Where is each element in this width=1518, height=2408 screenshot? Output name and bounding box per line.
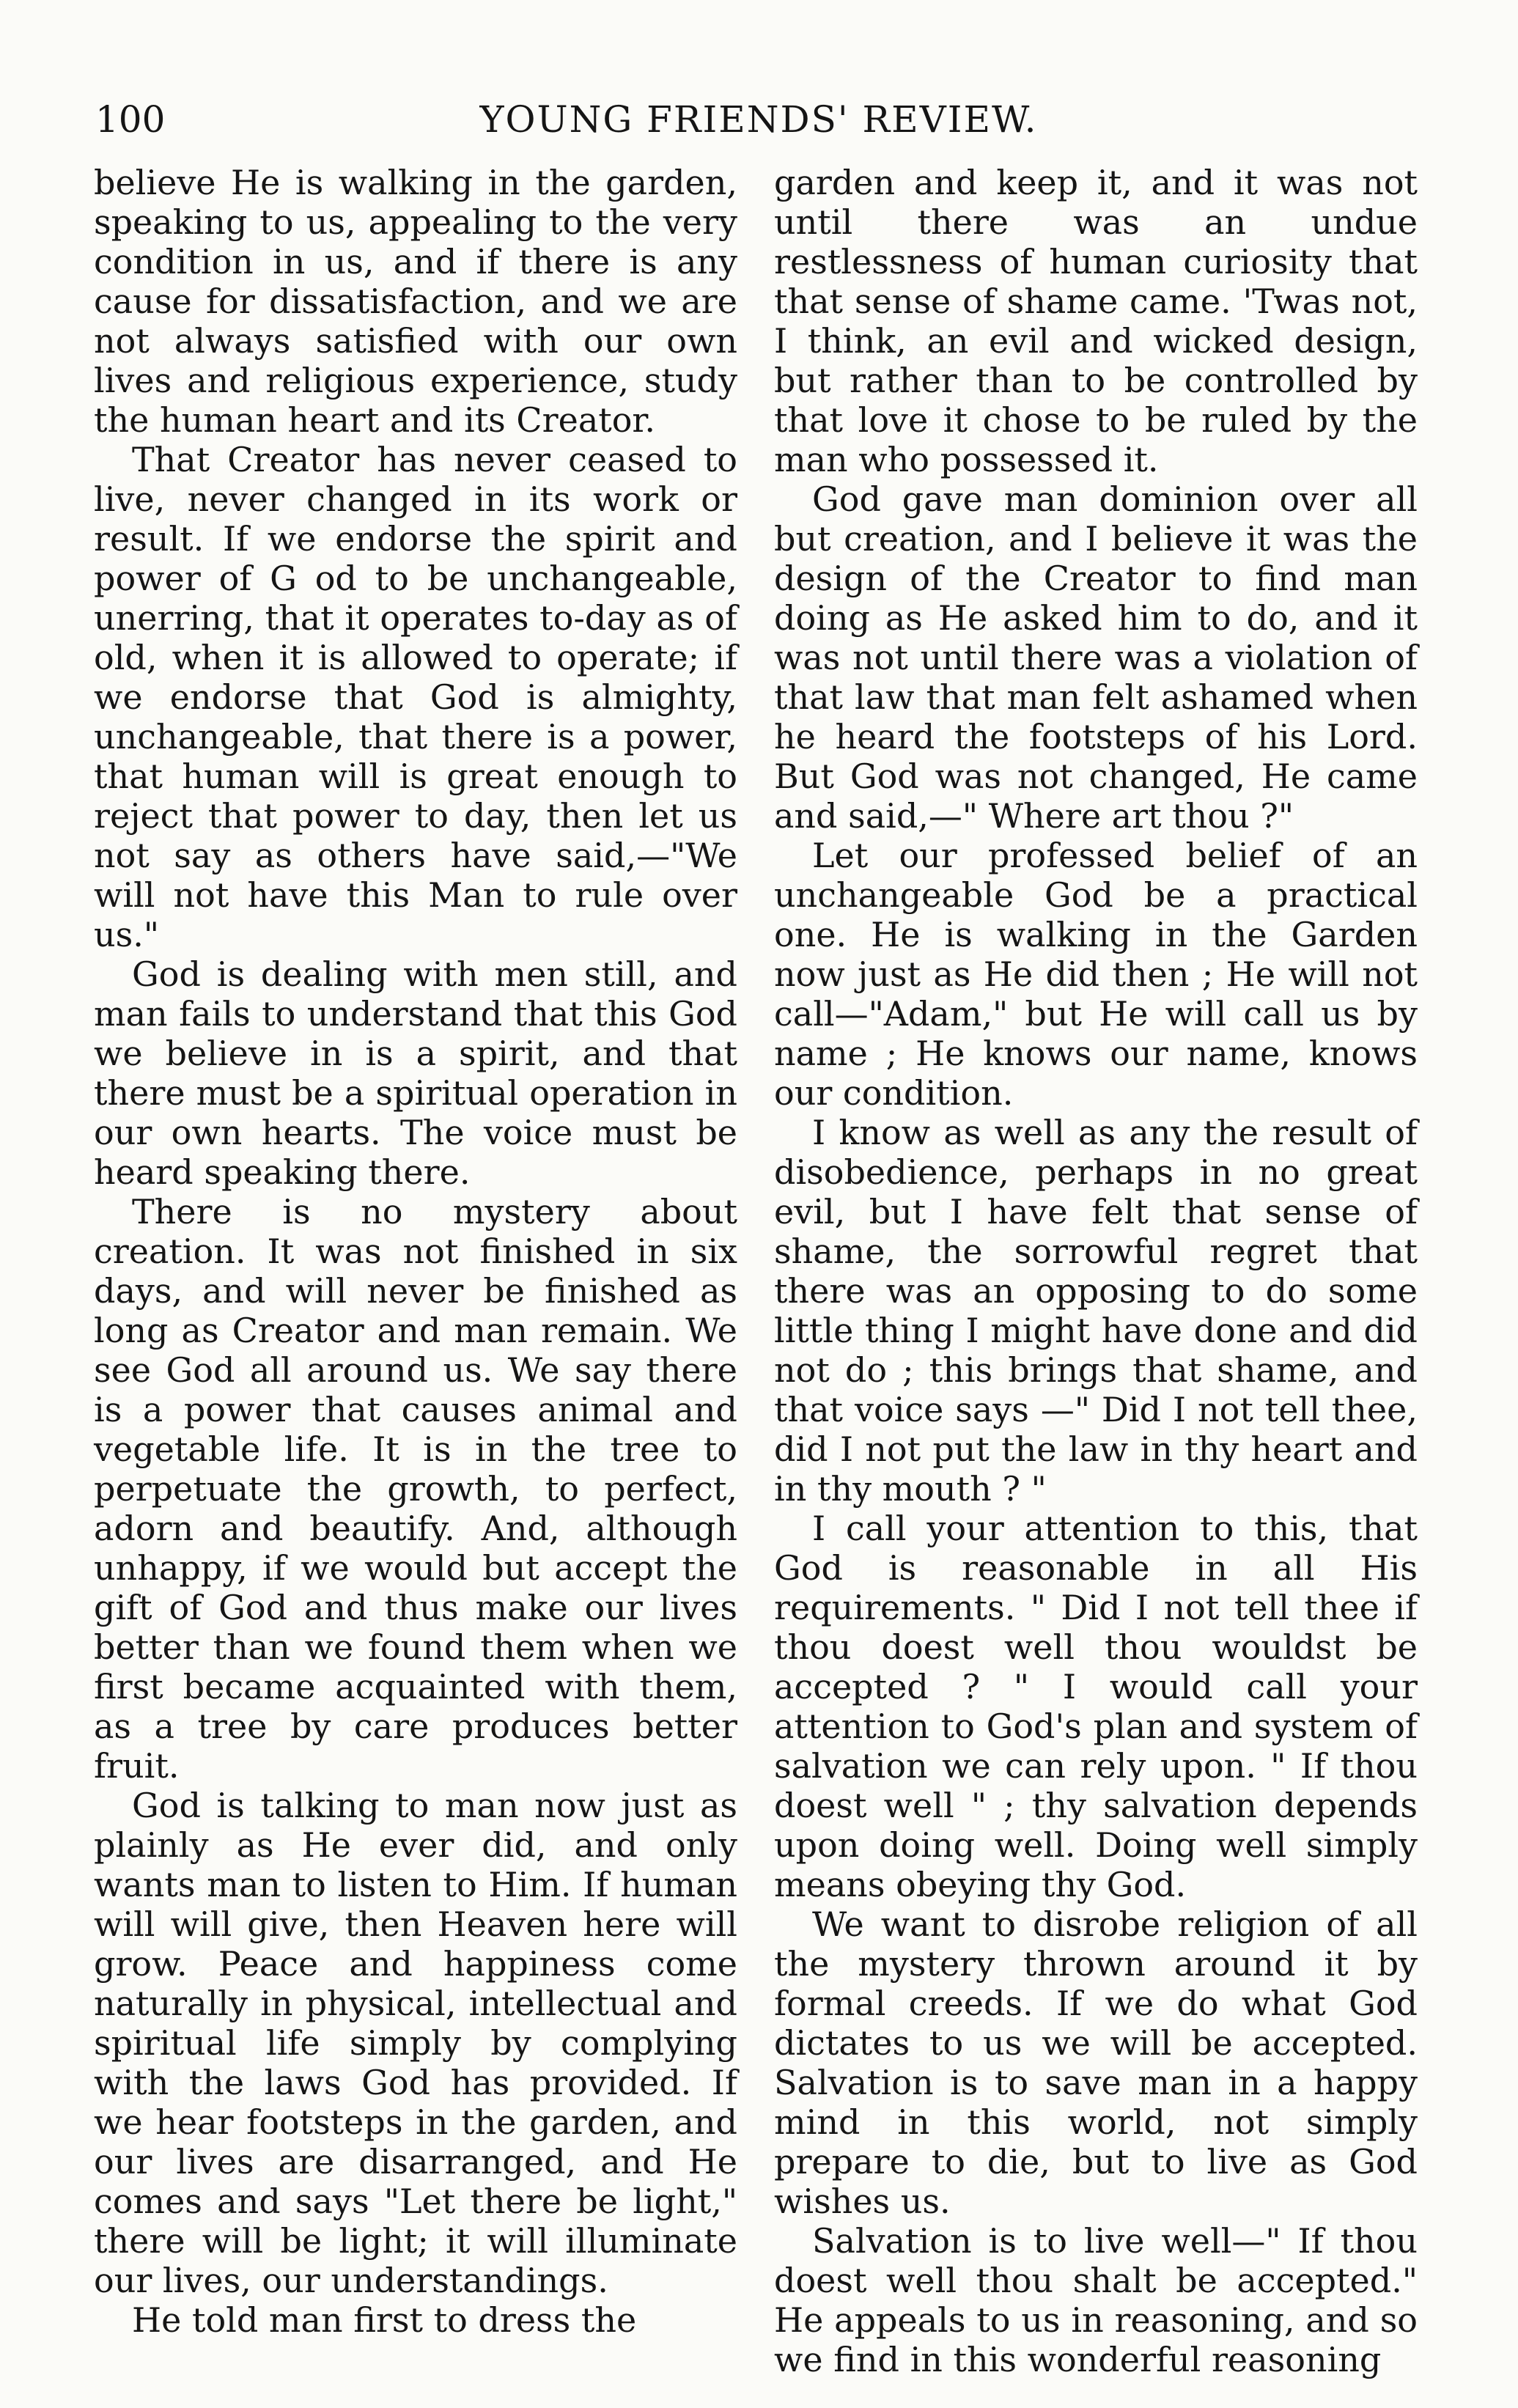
paragraph: believe He is walking in the garden, speaking to us, appealing to the very condition in us, and if there is any cause for dissatisfaction, and we are not always satisfied with our own lives and religious experience, study the human heart and its Creator. <box>94 163 737 440</box>
paragraph: That Creator has never ceased to live, never changed in its work or result. If we endorse the spirit and power of G od to be unchangeable, unerring, that it operates to-day as of old, when it is allowed to operate; if we endorse that God is almighty, unchangeable, that there is a power, that human will is great enough to reject that power to day, then let us not say as others have said,—"We will not have this Man to rule over us." <box>94 440 737 954</box>
paragraph: Salvation is to live well—" If thou doest well thou shalt be accepted." He appeals to us in reasoning, and so we find in this wonderful reasoning <box>774 2221 1418 2379</box>
paragraph: Let our professed belief of an unchangeable God be a practical one. He is walking in the Garden now just as He did then ; He will not call—"Adam," but He will call us by name ; He knows our name, knows our condition. <box>774 836 1418 1113</box>
paragraph: We want to disrobe religion of all the mystery thrown around it by formal creeds. If we do what God dictates to us we will be accepted. Salvation is to save man in a happy mind in this world, not simply prepare to die, but to live as God wishes us. <box>774 1904 1418 2221</box>
paragraph: God gave man dominion over all but creation, and I believe it was the design of the Creator to find man doing as He asked him to do, and it was not until there was a violation of that law that man felt ashamed when he heard the footsteps of his Lord. But God was not changed, He came and said,—" Where art thou ?" <box>774 479 1418 836</box>
paragraph: garden and keep it, and it was not until there was an undue restlessness of human curiosity that that sense of shame came. 'Twas not, I think, an evil and wicked design, but rather than to be controlled by that love it chose to be ruled by the man who possessed it. <box>774 163 1418 479</box>
paragraph: God is talking to man now just as plainly as He ever did, and only wants man to listen to Him. If human will will give, then Heaven here will grow. Peace and happiness come naturally in physical, intellectual and spiritual life simply by complying with the laws God has provided. If we hear footsteps in the garden, and our lives are disarranged, and He comes and says "Let there be light," there will be light; it will illuminate our lives, our understandings. <box>94 1786 737 2300</box>
paragraph: I call your attention to this, that God is reasonable in all His requirements. " Did I not tell thee if thou doest well thou wouldst be accepted ? " I would call your attention to God's plan and system of salvation we can rely upon. " If thou doest well " ; thy salvation depends upon doing well. Doing well simply means obeying thy God. <box>774 1509 1418 1904</box>
paragraph: God is dealing with men still, and man fails to understand that this God we believe in is a spirit, and that there must be a spiritual operation in our own hearts. The voice must be heard speaking there. <box>94 954 737 1192</box>
running-title: YOUNG FRIENDS' REVIEW. <box>479 98 1038 141</box>
page-number: 100 <box>95 98 166 141</box>
paragraph: I know as well as any the result of disobedience, perhaps in no great evil, but I have felt that sense of shame, the sorrowful regret that there was an opposing to do some little thing I might have done and did not do ; this brings that shame, and that voice says —" Did I not tell thee, did I not put the law in thy heart and in thy mouth ? " <box>774 1113 1418 1509</box>
paragraph: There is no mystery about creation. It was not finished in six days, and will never be finished as long as Creator and man remain. We see God all around us. We say there is a power that causes animal and vegetable life. It is in the tree to perpetuate the growth, to perfect, adorn and beautify. And, although unhappy, if we would but accept the gift of God and thus make our lives better than we found them when we first became acquainted with them, as a tree by care produces better fruit. <box>94 1192 737 1786</box>
paragraph: He told man first to dress the <box>132 2300 637 2340</box>
right-column <box>774 163 1418 2379</box>
left-column <box>94 163 737 2340</box>
page-header <box>88 94 1429 145</box>
